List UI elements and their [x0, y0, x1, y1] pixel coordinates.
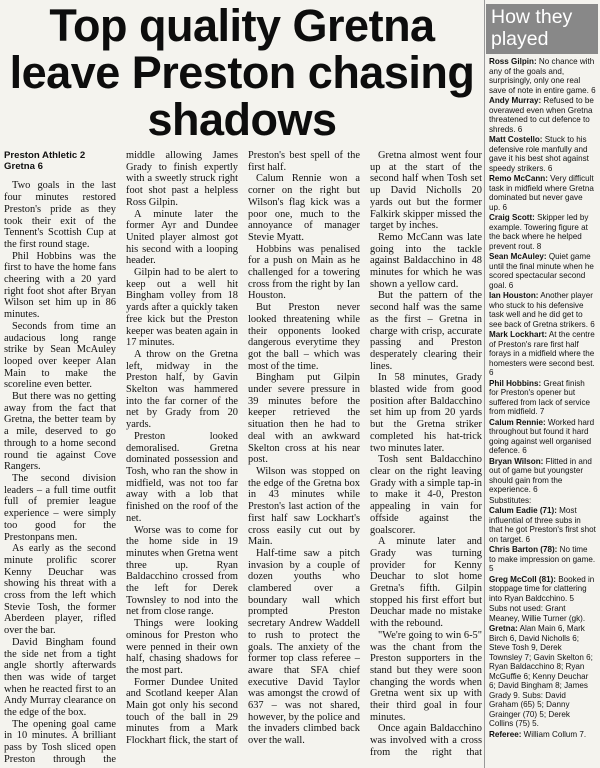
- player-name: Ross Gilpin:: [489, 57, 537, 66]
- player-name: Ian Houston:: [489, 291, 539, 300]
- article-paragraph: Half-time saw a pitch invasion by a couple of dozen youths who clambered over a boundary wall which prompted Preston secretary Andrew Waddell to rush to protect the goals. The anxiety of the former top class referee – aware that SFA chief executive David Taylor was amongst the crowd of 637 – was not shared, however, by the police and the invaders climbed back over the wall.: [248, 547, 360, 747]
- player-rating-text: Booked in stoppage time for clattering into Ryan Baldcchino. 5: [489, 574, 595, 603]
- player-rating: [489, 291, 596, 329]
- article-paragraph: Bingham put Gilpin under severe pressure in 39 minutes before the keeper retrieved the situation then he had to deal with an awkward Skelton cross at his near post.: [248, 372, 360, 466]
- article-columns: [4, 150, 482, 768]
- substitute-rating: [489, 506, 596, 544]
- sidebar-body: [486, 54, 598, 739]
- player-name: Chris Barton (78):: [489, 545, 558, 554]
- article-paragraph: David Bingham found the side net from a tight angle shortly afterwards then was wide of target when he reacted first to an Andy Murray clearance on the edge of the box.: [4, 636, 116, 719]
- article-paragraph: Former Dundee United and Scotland keeper Alan Main got only his second touch of the ball in 29 minutes from a Mark Flockhart flick, the start of Preston's best spell of the first half.: [126, 150, 360, 747]
- article-paragraph: Gilpin had to be alert to keep out a well hit Bingham volley from 18 yards after a quickly taken free kick but the Preston keeper was beaten again in 17 minutes.: [126, 267, 238, 349]
- article-paragraph: A throw on the Gretna left, midway in the Preston half, by Gavin Skelton was hammered into the far corner of the net by Grady from 20 yards.: [126, 348, 238, 431]
- player-name: Phil Hobbins:: [489, 378, 542, 388]
- article-paragraph: Seconds from time an audacious long range strike by Sean McAuley looped over keeper Alan Main to make the scoreline even better.: [4, 320, 116, 391]
- player-rating: [489, 213, 596, 251]
- gretna-lineup-text: Alan Main 6, Mark Birch 6, David Nicholls 6; Steve Tosh 9, Derek Townsley 7; Gavin Skelton 6; Ryan Baldacchino 8; Ryan McGuffie 6; Kenny Deuchar 6; David Bingham 8; James Grady 9. Subs: David Graham (65) 5; Danny Grainger (70) 5; Derek Collins (75) 5.: [489, 624, 593, 728]
- article-paragraph: But Preston never looked threatening while their opponents looked dangerous everytime they got the ball – which was most of the time.: [248, 302, 360, 372]
- player-rating: [489, 330, 596, 378]
- player-rating: [489, 379, 596, 417]
- player-name: Andy Murray:: [489, 96, 542, 105]
- article-paragraph: As early as the second minute prolific scorer Kenny Deuchar was showing his threat with a cross from the left which Stevie Tosh, the former Aberdeen player, rifled over the bar.: [4, 543, 116, 637]
- player-rating-text: Most influential of three subs in that he got Preston's first shot on target. 6: [489, 506, 596, 544]
- masthead: [0, 0, 484, 148]
- article-paragraph: But there was no getting away from the fact that Gretna, the better team by a mile, deserved to go through to a home second round tie against Cove Rangers.: [4, 391, 116, 473]
- player-rating: [489, 174, 596, 212]
- article-paragraph: Preston looked demoralised. Gretna dominated possession and Tosh, who ran the show in midfield, was not too far away with a lob that finished on the roof of the net.: [126, 430, 238, 524]
- article-paragraph: The second division leaders – a full time outfit full of premier league experience – were simply too good for the Prestonpans men.: [4, 472, 116, 543]
- player-rating-text: Flitted in and out of game but youngster should gain from the experience. 6: [489, 456, 592, 494]
- article-paragraph: The opening goal came in 10 minutes. A brilliant pass by Tosh sliced open Preston through the middle allowing James Grady to finish expertly with a sweetly struck right foot shot past a helpless Ross Gilpin.: [4, 150, 238, 765]
- player-rating-text: Refused to be overawed even when Gretna threatened to cut defence to shreds. 6: [489, 96, 594, 134]
- player-name: Calum Rennie:: [489, 417, 546, 427]
- player-rating-text: Very difficult task in midfield where Gretna dominated but never gave up. 6: [489, 174, 594, 212]
- substitute-rating: [489, 575, 596, 604]
- subs-not-used: Subs not used: Grant Meaney, Willie Turner (gk).: [489, 604, 586, 623]
- player-rating-text: Stuck to his defensive role manfully and gave it his best shot against speedy strikers. 6: [489, 135, 589, 173]
- player-name: Calum Eadie (71):: [489, 506, 557, 515]
- article-paragraph: Wilson was stopped on the edge of the Gretna box in 43 minutes while Preston's last action of the first half saw Lockhart's cross easily cut out by Main.: [248, 465, 360, 548]
- how-they-played-sidebar: [486, 4, 598, 768]
- article-paragraph: A minute later and Grady was turning provider for Kenny Deuchar to slot home Gretna's fifth. Gilpin stopped his first effort but Deuchar made no mistake with the rebound.: [370, 536, 482, 630]
- headline: Top quality Gretna leave Preston chasing shadows: [9, 0, 475, 145]
- player-rating: [489, 252, 596, 290]
- player-name: Greg McColl (81):: [489, 574, 557, 584]
- player-rating-text: At the centre of Preston's rare first half forays in a midfield where the homesters were second best. 6: [489, 330, 595, 377]
- player-rating: [489, 135, 596, 173]
- article-paragraph: Two goals in the last four minutes restored Preston's pride as they took their exit of the Tennent's Scottish Cup at the first round stage.: [4, 180, 116, 250]
- gretna-lineup: [489, 624, 596, 729]
- column-divider: [484, 0, 485, 768]
- article-paragraph: Things were looking ominous for Preston who were penned in their own half, chasing shadows for the most part.: [126, 618, 238, 676]
- player-rating: [489, 96, 596, 134]
- player-name: Matt Costello:: [489, 135, 543, 144]
- score-line-home: Preston Athletic 2: [4, 150, 86, 161]
- article-paragraph: Worse was to come for the home side in 19 minutes when Gretna went three up. Ryan Baldacchino crossed from the left for Derek Townsley to nod into the net from close range.: [126, 524, 238, 618]
- article-paragraph: But the pattern of the second half was the same as the first – Gretna in charge with crisp, accurate passing and Preston desperately clearing their lines.: [370, 290, 482, 372]
- article-paragraph: Remo McCann was late going into the tackle against Baldacchino in 48 minutes for which he was shown a yellow card.: [370, 231, 482, 290]
- article-paragraph: Once again Baldacchino was involved with a cross from the right that: [370, 723, 482, 758]
- player-rating-text: Skipper led by example. Towering figure at the back where he helped prevent rout. 8: [489, 213, 589, 251]
- player-rating: [489, 418, 596, 456]
- gretna-lineup-label: Gretna:: [489, 624, 518, 633]
- referee-rating: [489, 730, 596, 740]
- referee-rating-text: William Collum 7.: [521, 729, 587, 739]
- player-name: Mark Lockhart:: [489, 330, 548, 339]
- article-paragraph: Gretna almost went four up at the start of the second half when Tosh set up David Nicholls 20 yards out but the former Falkirk skipper missed the target by inches.: [370, 150, 482, 232]
- player-rating-text: No chance with any of the goals and, surprisingly, only one real save of note in entire game. 6: [489, 57, 596, 95]
- player-rating-text: Another player who stuck to his defensive task well and he did get to see back of Gretna strikers. 6: [489, 291, 595, 329]
- substitute-rating: [489, 545, 596, 574]
- score-line-away: Gretna 6: [4, 161, 43, 173]
- player-name: Bryan Wilson:: [489, 456, 544, 466]
- player-name: Sean McAuley:: [489, 252, 547, 261]
- article-paragraph: A minute later the former Ayr and Dundee United player almost got his second with a looping header.: [126, 208, 238, 267]
- article-paragraph: Tosh sent Baldacchino clear on the right leaving Grady with a simple tap-in to make it 4-0, Preston appealing in vain for offside against the goalscorer.: [370, 454, 482, 536]
- article-paragraph: In 58 minutes, Grady blasted wide from good position after Baldacchino set him up from 20 yards but the Gretna striker completed his hat-trick two minutes later.: [370, 372, 482, 454]
- article-paragraph: Hobbins was penalised for a push on Main as he challenged for a towering cross from the right by Ian Houston.: [248, 243, 360, 302]
- article-paragraph: Phil Hobbins was the first to have the home fans cheering with a 20 yard right foot shot after Bryan Wilson set him up in 86 minutes.: [4, 250, 116, 321]
- article-paragraph: Calum Rennie won a corner on the right but Wilson's flag kick was a poor one, much to the annoyance of manager Stevie Myatt.: [248, 173, 360, 243]
- player-name: Remo McCann:: [489, 174, 548, 183]
- player-rating-text: No time to make impression on game. 5: [489, 545, 596, 573]
- player-rating-text: Quiet game until the final minute when he scored spectacular second goal. 6: [489, 252, 594, 290]
- player-name: Craig Scott:: [489, 213, 535, 222]
- article-body: [4, 150, 482, 768]
- player-rating-text: Great finish for Preston's opener but suffered from lack of service from midfield. 7: [489, 378, 591, 416]
- player-rating: [489, 57, 596, 95]
- player-rating-text: Worked hard throughout but found it hard going against well organised defence. 6: [489, 417, 595, 455]
- referee-rating-label: Referee:: [489, 729, 522, 739]
- article-paragraph: "We're going to win 6-5" was the chant from the Preston supporters in the stand but they were soon changing the words when Gretna went six up with their third goal in four minutes.: [370, 629, 482, 723]
- player-rating: [489, 457, 596, 495]
- sidebar-title: How they played: [486, 4, 598, 54]
- substitutes-heading: Substitutes:: [489, 495, 532, 505]
